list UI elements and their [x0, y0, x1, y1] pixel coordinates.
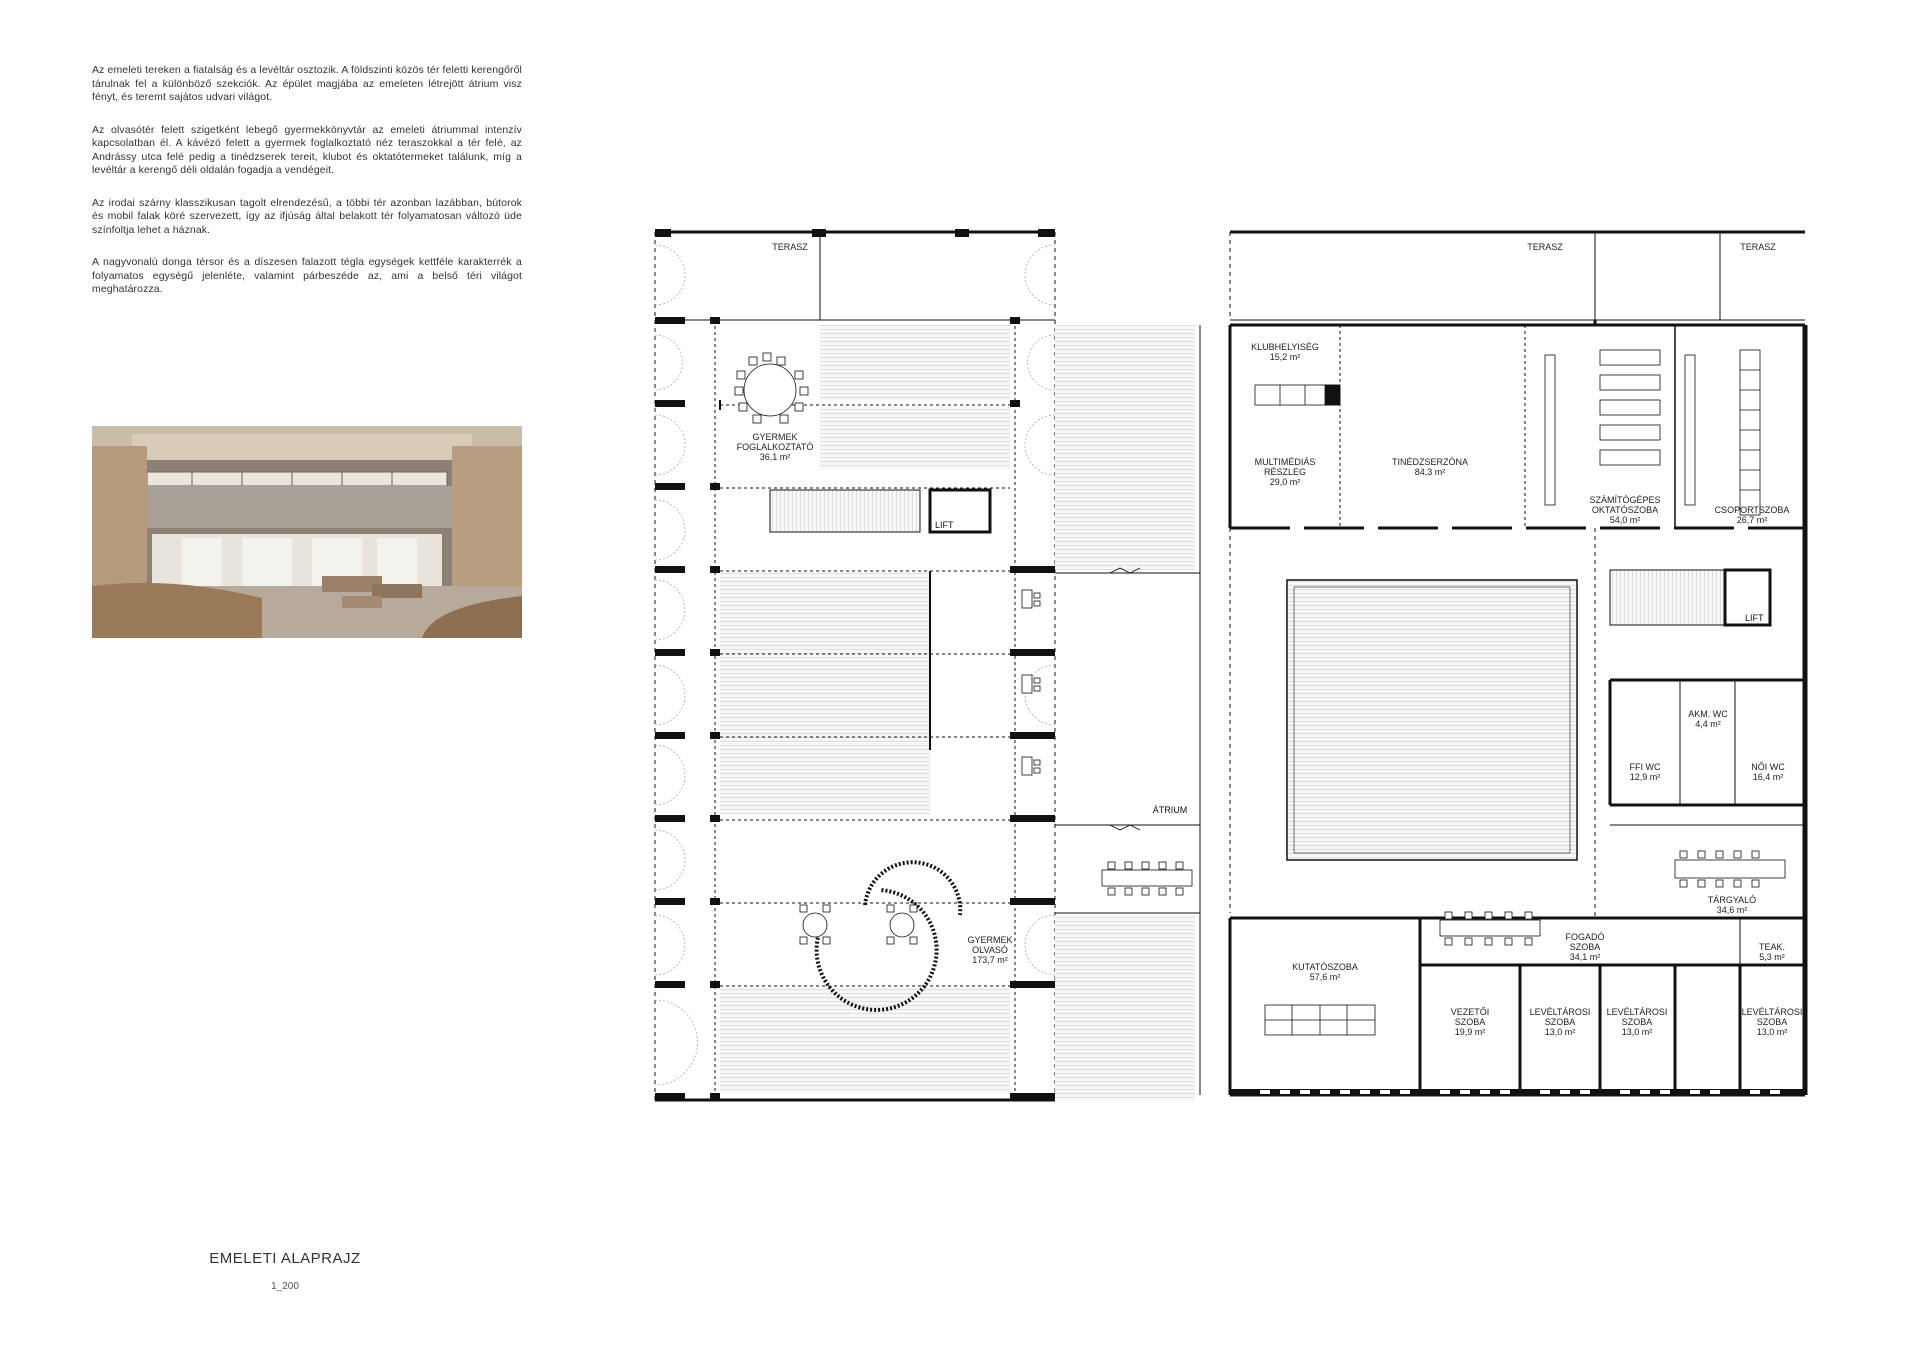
room-area: 26,7 m²	[1736, 515, 1768, 525]
reading-furniture	[817, 862, 961, 1010]
room-name: FOGADÓ	[1565, 932, 1605, 942]
room-area: 34,6 m²	[1716, 905, 1748, 915]
description-text	[92, 64, 522, 316]
room-area: 16,4 m²	[1752, 772, 1784, 782]
room-name: LEVÉLTÁROSI	[1606, 1007, 1668, 1017]
plan-scale: 1_200	[271, 1281, 299, 1292]
lift-label: LIFT	[1745, 613, 1764, 623]
atrium-void	[1287, 580, 1577, 860]
room-name: TÁRGYALÓ	[1707, 895, 1757, 905]
terrace-label: TERASZ	[1740, 242, 1776, 252]
hatched-floor	[1055, 325, 1195, 570]
room-name: NŐI WC	[1751, 762, 1785, 772]
room-area: 29,0 m²	[1269, 477, 1301, 487]
room-name: VEZETŐI	[1450, 1007, 1490, 1017]
room-area: 19,9 m²	[1454, 1027, 1486, 1037]
round-table	[735, 353, 808, 423]
room-area: 13,0 m²	[1756, 1027, 1788, 1037]
floor-plan	[640, 225, 1820, 1115]
room-area: 15,2 m²	[1269, 352, 1301, 362]
room-area: 173,7 m²	[972, 955, 1008, 965]
room-area: 54,0 m²	[1609, 515, 1641, 525]
room-name: SZOBA	[1756, 1017, 1788, 1027]
paragraph: A nagyvonalú donga térsor és a díszesen falazott tégla egységek kettféle karakterrék a folyamatos egységű jelenléte, valamint párbeszéde az, ami a belső téri világot meghatározza.	[92, 256, 522, 295]
room-name: KUTATÓSZOBA	[1292, 962, 1358, 972]
room-name: GYERMEK	[752, 432, 798, 442]
plan-caption	[200, 1250, 370, 1292]
room-area: 4,4 m²	[1695, 719, 1721, 729]
room-name: FFI WC	[1629, 762, 1661, 772]
room-name: SZOBA	[1544, 1017, 1576, 1027]
room-name: GYERMEK	[967, 935, 1013, 945]
room-name: TEAK.	[1758, 942, 1786, 952]
hatched-floor	[720, 573, 930, 815]
room-area: 13,0 m²	[1621, 1027, 1653, 1037]
room-name: SZOBA	[1569, 942, 1601, 952]
room-name: CSOPORTSZOBA	[1714, 505, 1790, 515]
room-name: TINÉDZSERZÓNA	[1391, 457, 1469, 467]
room-name: SZOBA	[1621, 1017, 1653, 1027]
plan-title: EMELETI ALAPRAJZ	[209, 1250, 361, 1267]
atrium-table	[1102, 862, 1192, 895]
terrace-label: TERASZ	[1527, 242, 1563, 252]
atrium-label: ÁTRIUM	[1152, 805, 1188, 815]
room-area: 84,3 m²	[1414, 467, 1446, 477]
room-name: FOGLALKOZTATÓ	[736, 442, 814, 452]
room-name: OLVASÓ	[972, 945, 1008, 955]
room-name: LEVÉLTÁROSI	[1529, 1007, 1591, 1017]
room-name: KLUBHELYISÉG	[1251, 342, 1319, 352]
terrace-label: TERASZ	[772, 242, 808, 252]
hatched-floor	[820, 407, 1010, 469]
room-area: 12,9 m²	[1629, 772, 1661, 782]
room-name: RÉSZLEG	[1263, 467, 1307, 477]
paragraph: Az irodai szárny klasszikusan tagolt elrendezésű, a többi tér azonban lazábban, bútorok és mobil falak köré szervezett, így az ifjúság által belakott tér folyamatosan változó üde színfoltja lehet a háznak.	[92, 196, 522, 236]
study-desks	[1022, 590, 1040, 775]
room-area: 34,1 m²	[1569, 952, 1601, 962]
hatched-floor	[820, 325, 1010, 400]
room-name: OKTATÓSZOBA	[1591, 505, 1659, 515]
room-name: MULTIMÉDIÁS	[1254, 457, 1316, 467]
room-name: SZOBA	[1454, 1017, 1486, 1027]
hatched-floor	[1055, 915, 1195, 1100]
paragraph: Az emeleti tereken a fiatalság és a levéltár osztozik. A földszinti közös tér feletti kerengőről tárulnak fel a különböző szekciók. Az épület magjába az emeleten létrejött átrium visz fényt, és teremt sajátos udvari világot.	[92, 64, 522, 103]
room-area: 36,1 m²	[759, 452, 791, 462]
hatched-floor	[720, 988, 1010, 1093]
room-name: LEVÉLTÁROSI	[1741, 1007, 1803, 1017]
room-area: 5,3 m²	[1759, 952, 1785, 962]
paragraph: Az olvasótér felett szigetként lebegő gyermekkönyvtár az emeleti átriummal intenzív kapcsolatban él. A kávézó felett a gyermek foglalkoztató néz teraszokkal a tér felé, az Andrássy utca felé pedig a tinédzserek tereit, klubot és oktatótermeket találunk, míg a levéltár a kerengő déli oldalán fogadja a vendégeit.	[92, 123, 522, 176]
room-area: 13,0 m²	[1544, 1027, 1576, 1037]
staircase	[770, 490, 920, 532]
room-area: 57,6 m²	[1309, 972, 1341, 982]
room-name: AKM. WC	[1688, 709, 1728, 719]
room-name: SZÁMÍTÓGÉPES	[1589, 495, 1661, 505]
lift-label: LIFT	[935, 520, 954, 530]
interior-render-image	[92, 426, 522, 638]
